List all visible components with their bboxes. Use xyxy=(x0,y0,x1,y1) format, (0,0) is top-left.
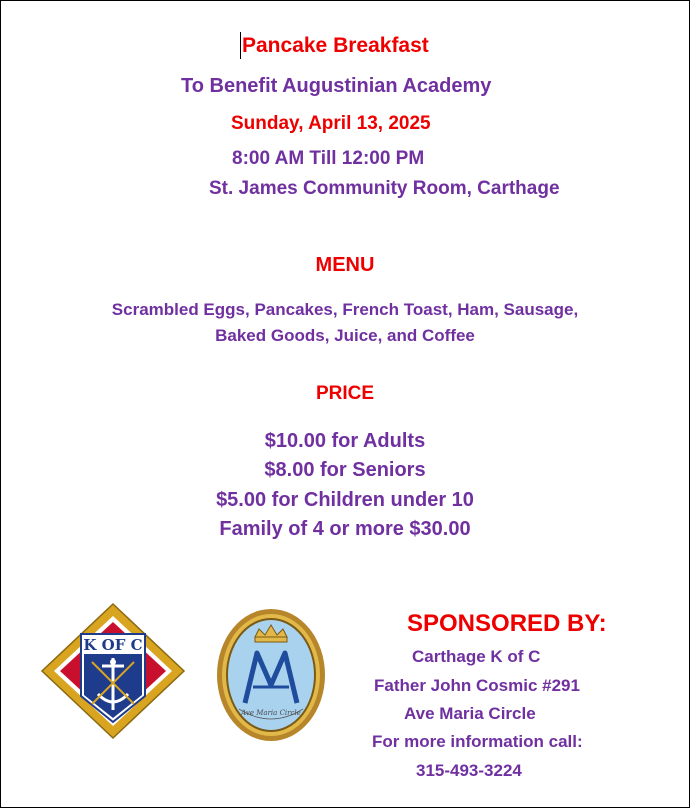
price-item-children: $5.00 for Children under 10 xyxy=(216,489,474,511)
ave-maria-medallion-icon xyxy=(215,607,327,743)
menu-heading: MENU xyxy=(315,254,375,276)
kofc-letters: K OF C xyxy=(83,636,143,654)
kofc-emblem-icon xyxy=(40,602,186,740)
price-item-adults: $10.00 for Adults xyxy=(264,430,426,452)
sponsor-ave-maria: Ave Maria Circle xyxy=(404,704,536,723)
ave-maria-caption: Ave Maria Circle xyxy=(241,709,301,717)
price-heading: PRICE xyxy=(315,383,375,404)
menu-line-2: Baked Goods, Juice, and Coffee xyxy=(215,326,475,345)
sponsor-kofc: Carthage K of C xyxy=(412,647,541,666)
sponsor-father-john: Father John Cosmic #291 xyxy=(374,676,580,695)
event-date: Sunday, April 13, 2025 xyxy=(231,113,431,134)
event-location: St. James Community Room, Carthage xyxy=(209,178,560,199)
price-item-seniors: $8.00 for Seniors xyxy=(264,459,426,481)
event-time: 8:00 AM Till 12:00 PM xyxy=(232,148,425,169)
event-benefit: To Benefit Augustinian Academy xyxy=(181,75,492,97)
event-title: Pancake Breakfast xyxy=(242,34,429,57)
sponsors-heading: SPONSORED BY: xyxy=(407,610,607,637)
text-cursor xyxy=(240,32,241,59)
menu-line-1: Scrambled Eggs, Pancakes, French Toast, Ham, Sausage, xyxy=(111,300,579,319)
info-call-label: For more information call: xyxy=(372,732,583,751)
price-item-family: Family of 4 or more $30.00 xyxy=(219,518,471,540)
info-phone: 315-493-3224 xyxy=(416,761,522,780)
